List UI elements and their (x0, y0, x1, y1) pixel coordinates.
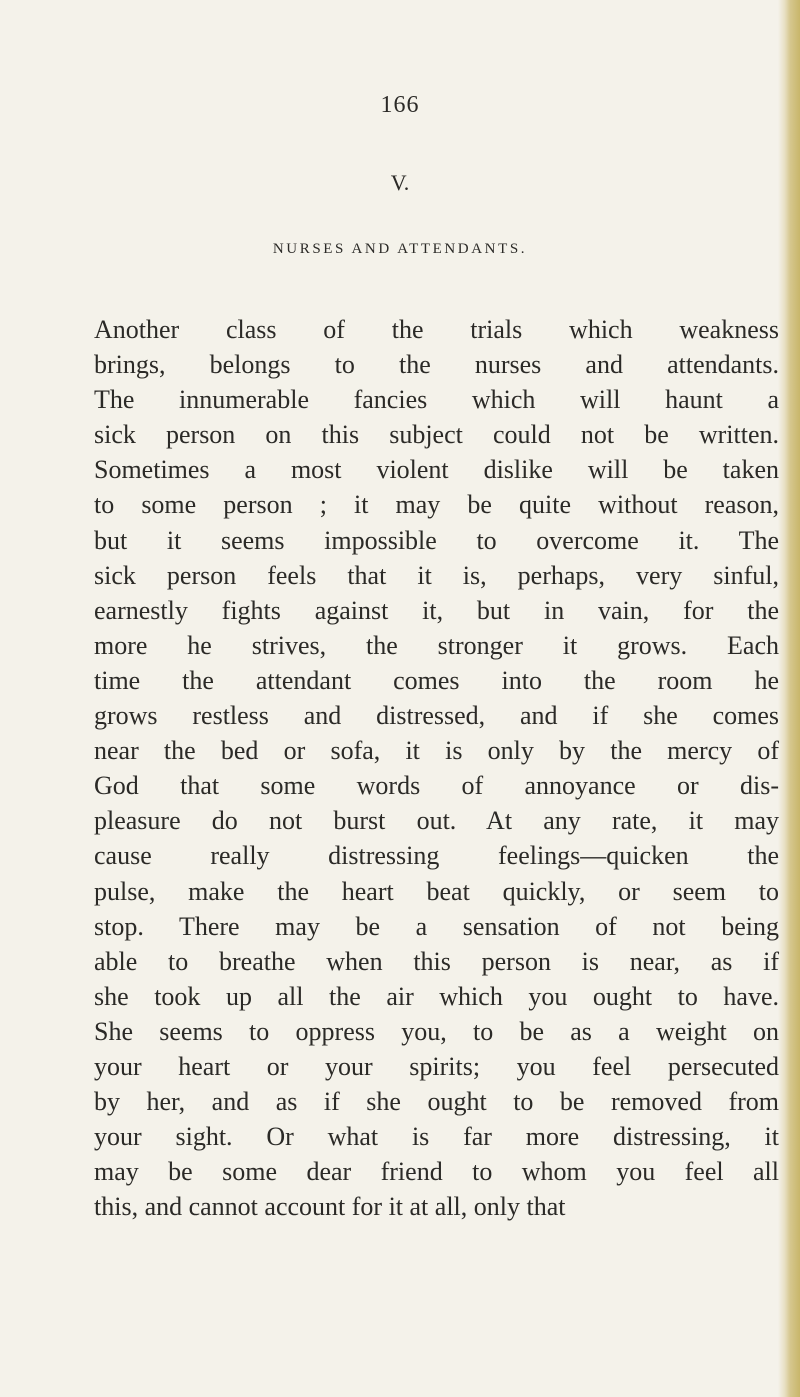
chapter-title: NURSES AND ATTENDANTS. (272, 241, 528, 257)
text-line: stop. There may be a sensation of not being (94, 911, 779, 941)
text-line: grows restless and distressed, and if she comes (94, 701, 779, 731)
text-line: sick person on this subject could not be written. (94, 420, 779, 450)
text-line: this, and cannot account for it at all, only that (94, 1192, 566, 1222)
text-line: may be some dear friend to whom you feel all (94, 1157, 779, 1187)
text-line: to some person ; it may be quite without reason, (94, 490, 779, 520)
page-edge (778, 0, 800, 1397)
text-line: more he strives, the stronger it grows. Each (94, 630, 779, 660)
text-line: earnestly fights against it, but in vain, for the (94, 595, 779, 625)
text-line: The innumerable fancies which will haunt a (94, 385, 779, 415)
text-line: by her, and as if she ought to be removed from (94, 1087, 779, 1117)
chapter-number: V. (390, 170, 410, 195)
text-line: Another class of the trials which weakness (94, 315, 779, 344)
text-line: sick person feels that it is, perhaps, very sinful, (94, 560, 779, 590)
text-line: brings, belongs to the nurses and attendants. (94, 350, 779, 380)
text-line: She seems to oppress you, to be as a weight on (94, 1016, 779, 1046)
page-number: 166 (380, 92, 420, 118)
text-line: pleasure do not burst out. At any rate, it may (94, 806, 779, 836)
text-line: your sight. Or what is far more distressing, it (94, 1122, 779, 1152)
text-line: time the attendant comes into the room he (94, 665, 779, 695)
body-text (94, 312, 779, 1224)
text-line: God that some words of annoyance or dis- (94, 771, 779, 801)
text-line: but it seems impossible to overcome it. The (94, 525, 779, 555)
text-line: pulse, make the heart beat quickly, or seem to (94, 876, 779, 906)
text-line: near the bed or sofa, it is only by the mercy of (94, 736, 779, 766)
text-line: cause really distressing feelings—quicken the (94, 841, 779, 871)
text-line: able to breathe when this person is near, as if (94, 946, 779, 976)
text-line: Sometimes a most violent dislike will be taken (94, 455, 779, 485)
text-line: she took up all the air which you ought to have. (94, 981, 779, 1011)
text-line: your heart or your spirits; you feel persecuted (94, 1051, 779, 1081)
